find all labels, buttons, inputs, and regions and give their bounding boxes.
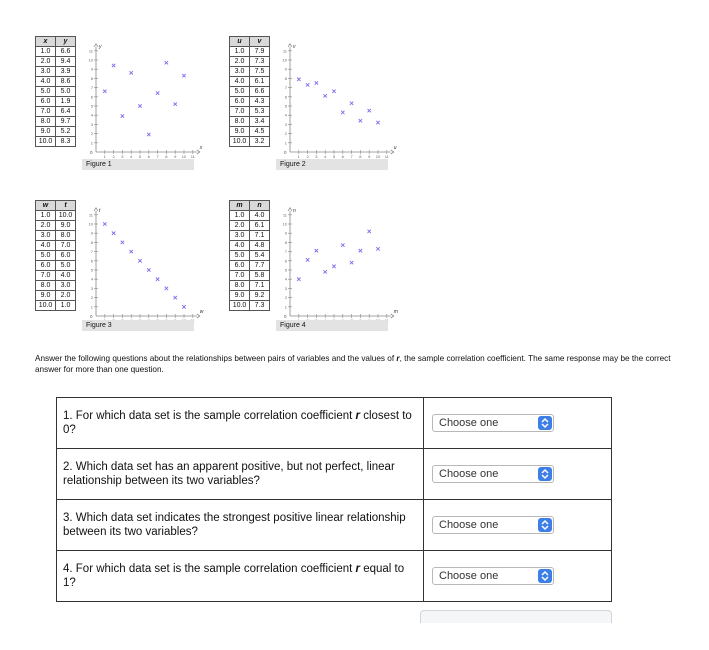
figure-2 — [229, 36, 270, 147]
col-header-t: t — [56, 201, 76, 211]
y-tick-label: 8 — [284, 239, 287, 245]
data-point — [315, 249, 318, 252]
question-2-text: 2. Which data set has an apparent positive, but not perfect, linear relationship between its two variables? — [57, 449, 424, 500]
y-tick-label: 5 — [284, 267, 287, 273]
table-row — [230, 231, 270, 241]
y-tick-label: 1 — [90, 304, 93, 310]
table-cell-y: 3.2 — [250, 137, 270, 147]
x-tick-label: 5 — [138, 154, 142, 159]
data-point — [350, 261, 353, 264]
questions-table — [56, 397, 612, 602]
y-tick-label: 10 — [88, 221, 93, 227]
x-tick-label: 6 — [341, 154, 344, 159]
data-point — [297, 78, 300, 81]
y-tick-label: 9 — [284, 230, 287, 236]
data-table-figure-1 — [35, 36, 76, 147]
table-row — [36, 117, 76, 127]
data-point — [121, 114, 124, 117]
y-tick-label: 9 — [90, 66, 93, 72]
table-row — [36, 67, 76, 77]
table-row — [230, 47, 270, 57]
data-point — [112, 232, 115, 235]
table-cell-x: 1.0 — [36, 211, 56, 221]
table-row — [36, 291, 76, 301]
table-cell-x: 3.0 — [230, 231, 250, 241]
data-point — [332, 265, 335, 268]
table-cell-y: 8.0 — [56, 231, 76, 241]
col-header-y: y — [56, 37, 76, 47]
x-tick-label: 3 — [315, 154, 318, 159]
table-cell-x: 6.0 — [36, 261, 56, 271]
table-cell-x: 4.0 — [36, 77, 56, 87]
table-row — [230, 97, 270, 107]
table-cell-x: 9.0 — [36, 127, 56, 137]
table-row — [230, 87, 270, 97]
bottom-panel-tab[interactable] — [420, 610, 612, 623]
table-row — [230, 221, 270, 231]
data-point — [103, 90, 106, 93]
table-cell-x: 4.0 — [36, 241, 56, 251]
table-cell-x: 2.0 — [36, 57, 56, 67]
table-row — [36, 261, 76, 271]
table-cell-x: 9.0 — [36, 291, 56, 301]
table-row — [230, 281, 270, 291]
y-tick-label: 6 — [284, 94, 287, 100]
data-point — [138, 259, 141, 262]
x-tick-label: 11 — [384, 154, 389, 159]
table-cell-y: 7.9 — [250, 47, 270, 57]
table-cell-y: 7.0 — [56, 241, 76, 251]
col-header-v: v — [250, 37, 270, 47]
question-3-text: 3. Which data set indicates the strongest positive linear relationship between its two variables? — [57, 500, 424, 551]
x-tick-label: 6 — [147, 154, 150, 159]
table-row — [230, 291, 270, 301]
data-point — [297, 278, 300, 281]
table-cell-y: 5.4 — [250, 251, 270, 261]
y-axis-label: t — [99, 207, 101, 214]
table-row — [36, 137, 76, 147]
data-point — [332, 90, 335, 93]
question-row-4 — [57, 551, 612, 602]
y-tick-label: 3 — [284, 285, 287, 291]
figure-3-label: Figure 3 — [82, 320, 194, 331]
table-row — [230, 261, 270, 271]
table-row — [230, 57, 270, 67]
table-cell-x: 1.0 — [230, 47, 250, 57]
table-row — [36, 97, 76, 107]
data-point — [121, 241, 124, 244]
table-cell-y: 9.0 — [56, 221, 76, 231]
table-cell-x: 8.0 — [36, 117, 56, 127]
table-cell-y: 4.3 — [250, 97, 270, 107]
table-row — [36, 47, 76, 57]
question-4-text: 4. For which data set is the sample correlation coefficient r equal to 1? — [57, 551, 424, 602]
y-tick-label: 7 — [284, 249, 287, 255]
x-tick-label: 10 — [181, 154, 187, 159]
data-point — [130, 250, 133, 253]
data-point — [368, 109, 371, 112]
figure-4 — [229, 200, 270, 311]
table-row — [36, 87, 76, 97]
y-tick-label: 3 — [90, 121, 93, 127]
table-cell-y: 1.9 — [56, 97, 76, 107]
table-row — [36, 301, 76, 311]
table-cell-x: 5.0 — [36, 87, 56, 97]
data-point — [376, 121, 379, 124]
data-point — [138, 104, 141, 107]
data-point — [130, 71, 133, 74]
table-cell-y: 3.4 — [250, 117, 270, 127]
data-point — [147, 133, 150, 136]
table-row — [36, 211, 76, 221]
origin-label: 0 — [284, 314, 287, 319]
y-tick-label: 11 — [282, 48, 287, 54]
answer-2-select[interactable]: Choose one — [432, 465, 554, 483]
table-cell-y: 8.3 — [56, 137, 76, 147]
table-cell-y: 6.0 — [56, 251, 76, 261]
figure-1-label: Figure 1 — [82, 159, 194, 170]
y-tick-label: 4 — [90, 112, 93, 118]
table-row — [36, 127, 76, 137]
x-axis-label: u — [393, 145, 397, 151]
data-point — [174, 296, 177, 299]
table-cell-y: 4.5 — [250, 127, 270, 137]
data-point — [156, 91, 159, 94]
table-row — [230, 127, 270, 137]
y-tick-label: 7 — [90, 85, 93, 91]
table-row — [230, 241, 270, 251]
table-cell-x: 3.0 — [36, 67, 56, 77]
y-tick-label: 11 — [88, 48, 93, 54]
data-point — [324, 270, 327, 273]
y-axis-label: n — [293, 207, 296, 214]
table-row — [230, 137, 270, 147]
table-cell-y: 7.1 — [250, 281, 270, 291]
data-point — [156, 278, 159, 281]
y-tick-label: 10 — [282, 221, 287, 227]
data-point — [359, 249, 362, 252]
answer-3-select[interactable]: Choose one — [432, 516, 554, 534]
y-tick-label: 5 — [284, 103, 287, 109]
table-cell-y: 7.7 — [250, 261, 270, 271]
table-cell-y: 6.6 — [56, 47, 76, 57]
y-tick-label: 8 — [284, 75, 287, 81]
table-row — [36, 241, 76, 251]
x-axis-label: w — [199, 309, 204, 315]
table-cell-x: 4.0 — [230, 77, 250, 87]
data-point — [165, 61, 168, 64]
table-cell-x: 9.0 — [230, 127, 250, 137]
table-row — [36, 231, 76, 241]
table-cell-x: 6.0 — [230, 97, 250, 107]
table-row — [36, 57, 76, 67]
table-cell-x: 2.0 — [36, 221, 56, 231]
scatter-plot-figure-4 — [276, 207, 398, 326]
y-tick-label: 5 — [90, 103, 93, 109]
figure-2-label: Figure 2 — [276, 159, 388, 170]
data-point — [324, 94, 327, 97]
table-cell-y: 9.7 — [56, 117, 76, 127]
table-cell-x: 1.0 — [230, 211, 250, 221]
table-cell-y: 10.0 — [56, 211, 76, 221]
y-tick-label: 10 — [88, 57, 93, 63]
table-cell-y: 7.3 — [250, 301, 270, 311]
data-point — [165, 287, 168, 290]
x-tick-label: 10 — [375, 154, 381, 159]
y-tick-label: 7 — [284, 85, 287, 91]
select-arrows-icon — [538, 467, 552, 481]
y-tick-label: 5 — [90, 267, 93, 273]
data-point — [182, 74, 185, 77]
table-cell-x: 7.0 — [36, 107, 56, 117]
data-point — [376, 247, 379, 250]
x-tick-label: 4 — [130, 154, 133, 159]
table-cell-x: 9.0 — [230, 291, 250, 301]
origin-label: 0 — [90, 150, 93, 155]
data-table-figure-4 — [229, 200, 270, 311]
table-cell-x: 5.0 — [36, 251, 56, 261]
table-cell-x: 4.0 — [230, 241, 250, 251]
x-axis-label: m — [393, 309, 398, 315]
data-point — [306, 83, 309, 86]
y-tick-label: 1 — [90, 140, 93, 146]
scatter-plot-figure-3 — [82, 207, 204, 326]
table-row — [230, 301, 270, 311]
table-cell-y: 5.3 — [250, 107, 270, 117]
y-tick-label: 6 — [90, 258, 93, 264]
table-cell-x: 2.0 — [230, 57, 250, 67]
x-tick-label: 9 — [368, 154, 371, 159]
scatter-plot-figure-1 — [82, 43, 203, 162]
y-tick-label: 2 — [284, 131, 287, 137]
table-row — [230, 77, 270, 87]
table-cell-x: 10.0 — [36, 137, 56, 147]
table-cell-y: 6.1 — [250, 221, 270, 231]
table-cell-y: 7.3 — [250, 57, 270, 67]
y-tick-label: 8 — [90, 239, 93, 245]
data-point — [103, 222, 106, 225]
y-axis-arrow-icon — [288, 44, 292, 47]
table-cell-x: 8.0 — [36, 281, 56, 291]
table-cell-y: 8.6 — [56, 77, 76, 87]
question-row-3 — [57, 500, 612, 551]
y-tick-label: 9 — [90, 230, 93, 236]
table-cell-y: 4.0 — [250, 211, 270, 221]
y-tick-label: 7 — [90, 249, 93, 255]
table-cell-x: 5.0 — [230, 87, 250, 97]
table-cell-y: 5.0 — [56, 87, 76, 97]
table-cell-y: 2.0 — [56, 291, 76, 301]
table-cell-x: 10.0 — [230, 137, 250, 147]
origin-label: 0 — [284, 150, 287, 155]
table-cell-y: 6.6 — [250, 87, 270, 97]
y-tick-label: 2 — [90, 131, 93, 137]
table-row — [230, 211, 270, 221]
x-tick-label: 2 — [112, 154, 115, 159]
table-cell-y: 9.2 — [250, 291, 270, 301]
answer-4-select[interactable]: Choose one — [432, 567, 554, 585]
select-arrows-icon — [538, 416, 552, 430]
y-axis-label: v — [293, 43, 296, 50]
table-cell-x: 1.0 — [36, 47, 56, 57]
scatter-plot-figure-2 — [276, 43, 397, 162]
data-point — [112, 64, 115, 67]
x-tick-label: 7 — [350, 154, 353, 159]
y-tick-label: 11 — [282, 212, 287, 218]
table-cell-y: 5.8 — [250, 271, 270, 281]
table-cell-y: 5.0 — [56, 261, 76, 271]
instructions-text: Answer the following questions about the relationships between pairs of variables and the values of r, the sample correlation coefficient. The same response may be the correct answer for more than one question. — [35, 354, 671, 374]
table-cell-y: 4.0 — [56, 271, 76, 281]
y-tick-label: 11 — [88, 212, 93, 218]
data-point — [359, 119, 362, 122]
table-cell-y: 7.5 — [250, 67, 270, 77]
col-header-m: m — [230, 201, 250, 211]
data-table-figure-2 — [229, 36, 270, 147]
question-1-text: 1. For which data set is the sample correlation coefficient r closest to 0? — [57, 398, 424, 449]
y-axis-arrow-icon — [94, 208, 98, 211]
col-header-w: w — [36, 201, 56, 211]
table-cell-y: 1.0 — [56, 301, 76, 311]
y-axis-arrow-icon — [288, 208, 292, 211]
data-table-figure-3 — [35, 200, 76, 311]
origin-label: 0 — [90, 314, 93, 319]
data-point — [368, 230, 371, 233]
data-point — [315, 81, 318, 84]
y-axis-arrow-icon — [94, 44, 98, 47]
data-point — [174, 102, 177, 105]
figure-3 — [35, 200, 76, 311]
table-row — [36, 77, 76, 87]
data-point — [182, 305, 185, 308]
x-tick-label: 3 — [121, 154, 124, 159]
table-cell-x: 3.0 — [36, 231, 56, 241]
table-cell-x: 8.0 — [230, 117, 250, 127]
table-row — [230, 271, 270, 281]
data-point — [147, 268, 150, 271]
figure-1 — [35, 36, 76, 147]
table-cell-x: 10.0 — [36, 301, 56, 311]
y-tick-label: 8 — [90, 75, 93, 81]
x-tick-label: 11 — [190, 154, 195, 159]
x-tick-label: 4 — [324, 154, 327, 159]
table-cell-x: 6.0 — [230, 261, 250, 271]
y-tick-label: 3 — [284, 121, 287, 127]
y-tick-label: 6 — [90, 94, 93, 100]
table-cell-y: 9.4 — [56, 57, 76, 67]
data-point — [341, 111, 344, 114]
table-row — [230, 107, 270, 117]
data-point — [350, 102, 353, 105]
y-tick-label: 1 — [284, 140, 287, 146]
table-row — [36, 251, 76, 261]
x-tick-label: 2 — [306, 154, 309, 159]
question-row-2 — [57, 449, 612, 500]
y-tick-label: 3 — [90, 285, 93, 291]
x-tick-label: 5 — [332, 154, 336, 159]
table-cell-x: 8.0 — [230, 281, 250, 291]
table-cell-y: 4.8 — [250, 241, 270, 251]
x-tick-label: 8 — [165, 154, 168, 159]
table-row — [36, 271, 76, 281]
select-arrows-icon — [538, 518, 552, 532]
col-header-n: n — [250, 201, 270, 211]
y-tick-label: 6 — [284, 258, 287, 264]
x-axis-label: x — [199, 145, 203, 151]
table-row — [36, 221, 76, 231]
col-header-u: u — [230, 37, 250, 47]
data-point — [341, 243, 344, 246]
x-tick-label: 1 — [103, 154, 106, 159]
table-cell-x: 6.0 — [36, 97, 56, 107]
y-tick-label: 9 — [284, 66, 287, 72]
table-cell-x: 7.0 — [230, 107, 250, 117]
table-cell-x: 7.0 — [36, 271, 56, 281]
table-cell-x: 2.0 — [230, 221, 250, 231]
table-cell-y: 3.0 — [56, 281, 76, 291]
table-cell-x: 7.0 — [230, 271, 250, 281]
x-tick-label: 9 — [174, 154, 177, 159]
x-tick-label: 8 — [359, 154, 362, 159]
table-cell-y: 6.1 — [250, 77, 270, 87]
col-header-x: x — [36, 37, 56, 47]
y-tick-label: 1 — [284, 304, 287, 310]
figure-4-label: Figure 4 — [276, 320, 388, 331]
x-tick-label: 7 — [156, 154, 159, 159]
table-cell-x: 5.0 — [230, 251, 250, 261]
table-cell-x: 10.0 — [230, 301, 250, 311]
table-cell-y: 3.9 — [56, 67, 76, 77]
y-tick-label: 2 — [90, 295, 93, 301]
y-tick-label: 4 — [284, 112, 287, 118]
table-row — [230, 67, 270, 77]
y-tick-label: 10 — [282, 57, 287, 63]
data-point — [306, 258, 309, 261]
question-row-1 — [57, 398, 612, 449]
table-row — [36, 281, 76, 291]
y-tick-label: 4 — [284, 276, 287, 282]
y-tick-label: 2 — [284, 295, 287, 301]
answer-1-select[interactable]: Choose one — [432, 414, 554, 432]
table-row — [230, 117, 270, 127]
table-row — [230, 251, 270, 261]
y-tick-label: 4 — [90, 276, 93, 282]
x-tick-label: 1 — [297, 154, 300, 159]
table-cell-y: 5.2 — [56, 127, 76, 137]
table-cell-y: 7.1 — [250, 231, 270, 241]
table-cell-x: 3.0 — [230, 67, 250, 77]
table-cell-y: 6.4 — [56, 107, 76, 117]
table-row — [36, 107, 76, 117]
y-axis-label: y — [99, 43, 102, 50]
select-arrows-icon — [538, 569, 552, 583]
